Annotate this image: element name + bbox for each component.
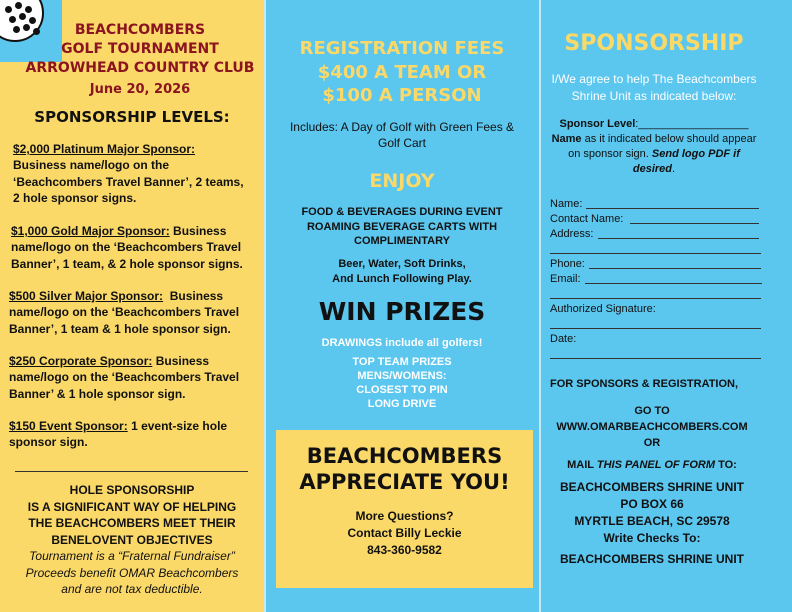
name-field[interactable]: Name: (550, 198, 583, 210)
mailing-address: BEACHCOMBERS SHRINE UNIT PO BOX 66 MYRTLE BEACH, SC 29578 Write Checks To: (559, 480, 744, 545)
sponsor-level-platinum: $2,000 Platinum Major Sponsor: Business name/logo on the ‘Beachcombers Travel Banner’, 2 teams, 2 hole sponsor signs. (13, 142, 244, 205)
registration-note: FOR SPONSORS & REGISTRATION, (550, 378, 739, 390)
email-field[interactable]: Email: (550, 273, 581, 285)
section-divider (15, 471, 248, 472)
sponsor-level-event: $150 Event Sponsor: 1 event-size hole sponsor sign. (9, 419, 228, 450)
address-blank-2[interactable] (550, 253, 761, 254)
prize-list: TOP TEAM PRIZES MENS/WOMENS: CLOSEST TO PIN LONG DRIVE (352, 356, 452, 410)
phone-field[interactable]: Phone: (550, 258, 585, 270)
mail-instruction: MAIL THIS PANEL OF FORM TO: (567, 459, 737, 471)
sponsor-level-gold: $1,000 Gold Major Sponsor: Business name/logo on the ‘Beachcombers Travel Banner’, 1 team, & 2 hole sponsor signs. (11, 224, 243, 271)
website-info: GO TO WWW.OMARBEACHCOMBERS.COM OR (548, 403, 756, 451)
tournament-title-line: GOLF TOURNAMENT (61, 41, 219, 57)
sponsor-level-instructions: Sponsor Level:__________________ Name as it indicated below should appear on sponsor sign. Send logo PDF if desired. (551, 118, 757, 175)
drinks-lunch: Beer, Water, Soft Drinks, And Lunch Following Play. (332, 258, 472, 285)
address-blank[interactable] (598, 238, 759, 239)
email-blank-2[interactable] (550, 298, 761, 299)
registration-fees: REGISTRATION FEES $400 A TEAM OR $100 A PERSON (299, 38, 505, 106)
date-field[interactable]: Date: (550, 333, 577, 345)
signature-blank[interactable] (550, 328, 761, 329)
name-blank[interactable] (586, 208, 759, 209)
tournament-venue: ARROWHEAD COUNTRY CLUB (25, 60, 255, 76)
contact-info: More Questions? Contact Billy Leckie 843-360-9582 (347, 509, 462, 557)
website-link[interactable]: WWW.OMARBEACHCOMBERS.COM (556, 421, 748, 433)
hole-sponsorship-text: HOLE SPONSORSHIP IS A SIGNIFICANT WAY OF HELPING THE BEACHCOMBERS MEET THEIR BENELOVENT OBJECTIVES (27, 483, 237, 547)
tournament-date: June 20, 2026 (89, 82, 191, 97)
contact-name-field[interactable]: Contact Name: (550, 213, 624, 225)
sponsor-level-silver: $500 Silver Major Sponsor: Business name/logo on the ‘Beachcombers Travel Banner’, 1 team & 1 hole sponsor sign. (9, 289, 240, 336)
fees-includes: Includes: A Day of Golf with Green Fees & Golf Cart (289, 120, 515, 150)
date-blank[interactable] (550, 358, 761, 359)
checks-payee: BEACHCOMBERS SHRINE UNIT (559, 552, 744, 566)
drawings-note: DRAWINGS include all golfers! (321, 337, 483, 349)
fundraiser-note: Tournament is a “Fraternal Fundraiser” Proceeds benefit OMAR Beachcombers and are not tax deductible. (25, 549, 239, 596)
agreement-text: I/We agree to help The Beachcombers Shrine Unit as indicated below: (551, 72, 757, 103)
address-field[interactable]: Address: (550, 228, 594, 240)
phone-blank[interactable] (589, 268, 761, 269)
tournament-title-line: BEACHCOMBERS (74, 22, 206, 38)
appreciate-heading: BEACHCOMBERS APPRECIATE YOU! (299, 444, 510, 494)
sponsor-level-corporate: $250 Corporate Sponsor: Business name/logo on the ‘Beachcombers Travel Banner’ & 1 hole sponsor sign. (9, 354, 240, 401)
contact-name-blank[interactable] (630, 223, 759, 224)
enjoy-heading: ENJOY (369, 170, 435, 192)
signature-field[interactable]: Authorized Signature: (550, 303, 656, 315)
email-blank[interactable] (585, 283, 762, 284)
food-beverages: FOOD & BEVERAGES DURING EVENT ROAMING BEVERAGE CARTS WITH COMPLIMENTARY (301, 206, 503, 247)
win-prizes-heading: WIN PRIZES (318, 297, 486, 326)
sponsorship-heading: SPONSORSHIP (564, 31, 744, 56)
sponsorship-levels-heading: SPONSORSHIP LEVELS: (34, 108, 230, 126)
